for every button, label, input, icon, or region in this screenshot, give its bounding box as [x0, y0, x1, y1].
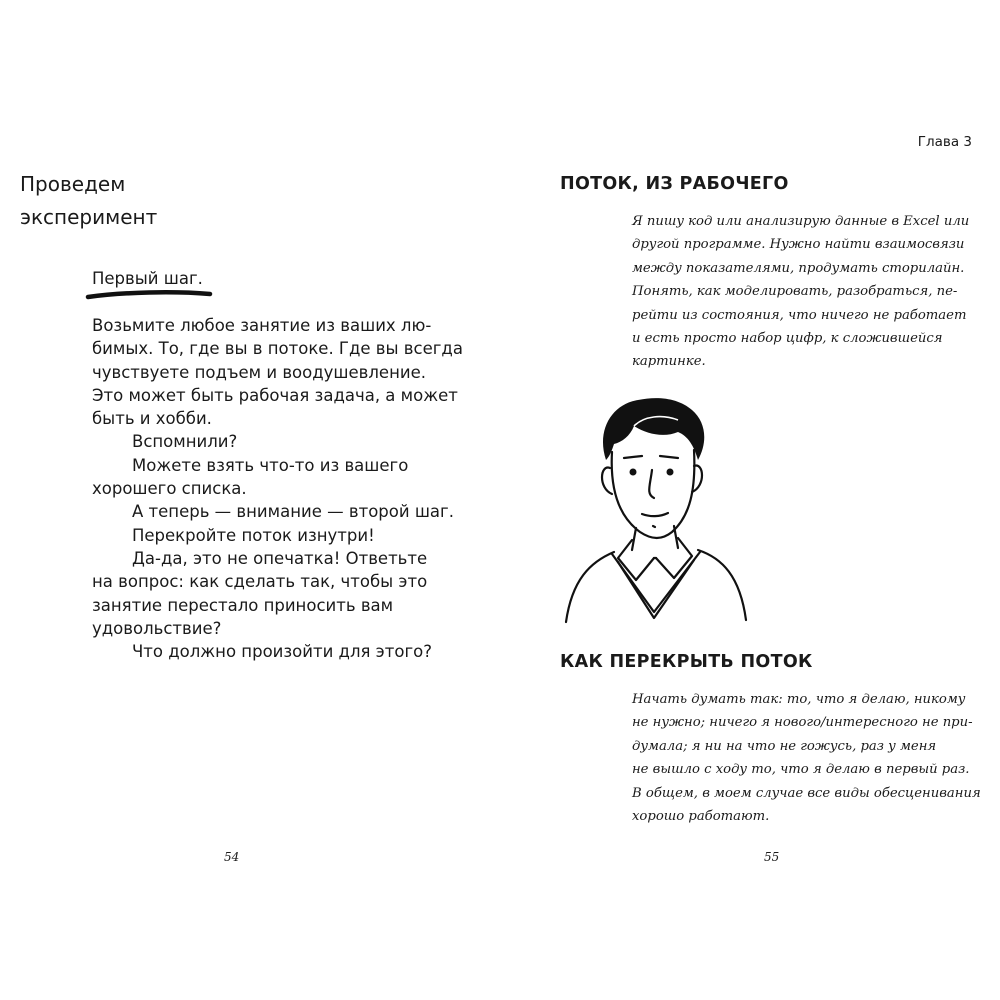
text-line: Что должно произойти для этого? — [132, 642, 432, 662]
text-line: Это может быть рабочая задача, а может — [92, 385, 458, 405]
text-line: бимых. То, где вы в потоке. Где вы всегда — [92, 339, 463, 359]
page-number-right: 55 — [764, 850, 780, 864]
heading-flow-from-work: ПОТОК, ИЗ РАБОЧЕГО — [560, 174, 789, 194]
text-line: А теперь — внимание — второй шаг. — [132, 502, 454, 522]
text-line: занятие перестало приносить вам — [92, 595, 394, 615]
text-line: быть и хобби. — [92, 409, 212, 429]
body-text — [92, 314, 472, 663]
text-line: Понять, как моделировать, разобраться, пе- — [632, 284, 958, 300]
text-line: Перекройте поток изнутри! — [132, 525, 375, 545]
text-line: картинке. — [632, 354, 706, 370]
text-line: не вышло с ходу то, что я делаю в первый раз. — [632, 762, 970, 778]
text-line: и есть просто набор цифр, к сложившейся — [632, 331, 943, 347]
step-label: Первый шаг. — [92, 269, 203, 288]
section-title-line: эксперимент — [20, 205, 158, 229]
heading-how-to-block-flow: КАК ПЕРЕКРЫТЬ ПОТОК — [560, 652, 813, 672]
text-line: не нужно; ничего я нового/интересного не при- — [632, 715, 973, 731]
text-line: думала; я ни на что не гожусь, раз у меня — [632, 738, 937, 754]
section-title — [20, 168, 320, 234]
text-line: рейти из состояния, что ничего не работает — [632, 307, 967, 323]
text-line: Да-да, это не опечатка! Ответьте — [132, 548, 428, 568]
brush-underline-icon — [84, 288, 214, 302]
text-line: хорошо работают. — [632, 809, 770, 825]
text-line: Начать думать так: то, что я делаю, никому — [632, 692, 966, 707]
text-line: Я пишу код или анализирую данные в Excel или — [632, 214, 970, 229]
quote-flow-from-work — [632, 210, 977, 374]
section-title-line: Проведем — [20, 172, 126, 196]
text-line: Возьмите любое занятие из ваших лю- — [92, 316, 432, 335]
text-line: Можете взять что-то из вашего — [132, 455, 409, 475]
text-line: удовольствие? — [92, 618, 222, 638]
running-head: Глава 3 — [917, 134, 972, 150]
page-number-left: 54 — [224, 850, 240, 864]
text-line: чувствуете подъем и воодушевление. — [92, 362, 426, 382]
text-line: между показателями, продумать сторилайн. — [632, 260, 965, 276]
quote-how-to-block-flow — [632, 688, 981, 828]
text-line: на вопрос: как сделать так, чтобы это — [92, 572, 428, 592]
text-line: В общем, в моем случае все виды обесценивания — [632, 785, 981, 801]
text-line: другой программе. Нужно найти взаимосвязи — [632, 237, 965, 253]
text-line: Вспомнили? — [132, 432, 238, 452]
text-line: хорошего списка. — [92, 479, 247, 499]
man-portrait-icon — [560, 390, 760, 625]
